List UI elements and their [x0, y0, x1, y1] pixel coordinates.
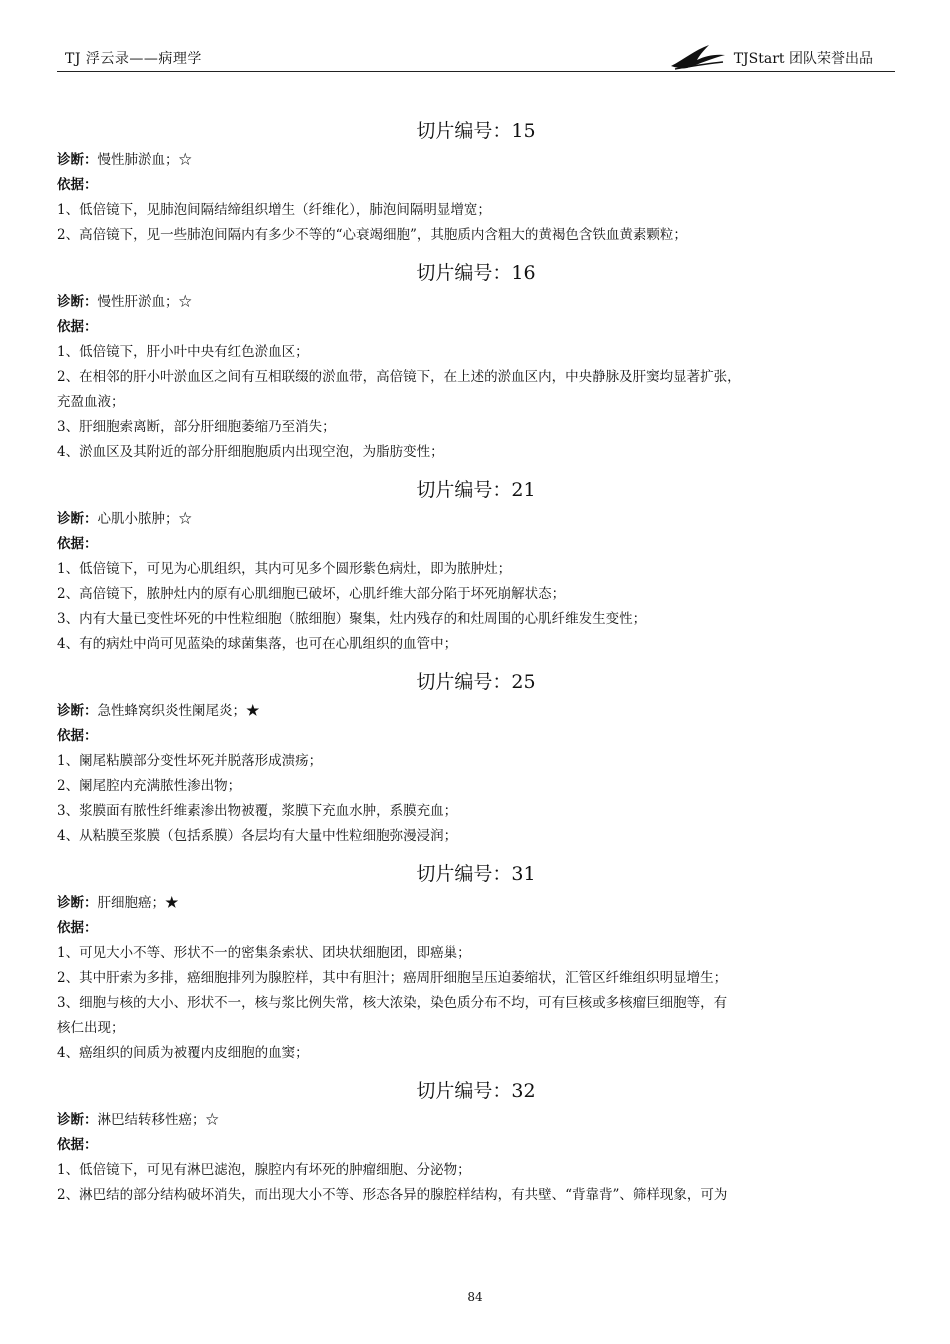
basis-item: 4、有的病灶中尚可见蓝染的球菌集落，也可在心肌组织的血管中； — [57, 636, 458, 652]
basis-item: 2、在相邻的肝小叶淤血区之间有互相联缀的淤血带，高倍镜下，在上述的淤血区内，中央静脉及肝窦均显著扩张， — [57, 369, 741, 385]
basis-item: 2、高倍镜下，见一些肺泡间隔内有多少不等的“心衰竭细胞”，其胞质内含粗大的黄褐色含铁血黄素颗粒； — [57, 227, 687, 243]
basis-item: 3、细胞与核的大小、形状不一，核与浆比例失常，核大浓染，染色质分布不均，可有巨核或多核瘤巨细胞等，有 — [57, 995, 728, 1011]
slide-section — [57, 260, 895, 465]
diagnosis-label: 诊断： — [57, 511, 98, 527]
basis-item: 2、淋巴结的部分结构破坏消失，而出现大小不等、形态各异的腺腔样结构，有共壁、“背靠背”、筛样现象，可为 — [57, 1187, 728, 1203]
basis-item: 2、其中肝索为多排，癌细胞排列为腺腔样，其中有胆汁；癌周肝细胞呈压迫萎缩状，汇管区纤维组织明显增生； — [57, 970, 728, 986]
section-title: 切片编号：15 — [416, 120, 536, 142]
basis-item: 1、低倍镜下，见肺泡间隔结缔组织增生（纤维化），肺泡间隔明显增宽； — [57, 202, 491, 218]
diagnosis-line — [57, 699, 895, 724]
basis-item: 1、可见大小不等、形状不一的密集条索状、团块状细胞团，即癌巢； — [57, 945, 471, 961]
basis-item: 4、癌组织的间质为被覆内皮细胞的血窦； — [57, 1045, 309, 1061]
diagnosis-label: 诊断： — [57, 895, 98, 911]
basis-item: 4、淤血区及其附近的部分肝细胞胞质内出现空泡，为脂肪变性； — [57, 444, 444, 460]
diagnosis-value: 心肌小脓肿；☆ — [97, 511, 192, 527]
basis-item: 2、高倍镜下，脓肿灶内的原有心肌细胞已破坏，心肌纤维大部分陷于坏死崩解状态； — [57, 586, 566, 602]
diagnosis-value: 急性蜂窝织炎性阑尾炎；★ — [97, 703, 260, 719]
basis-item: 3、内有大量已变性坏死的中性粒细胞（脓细胞）聚集，灶内残存的和灶周围的心肌纤维发生变性； — [57, 611, 647, 627]
diagnosis-label: 诊断： — [57, 703, 98, 719]
section-title: 切片编号：32 — [416, 1080, 536, 1102]
basis-item: 1、低倍镜下，可见为心肌组织，其内可见多个圆形紫色病灶，即为脓肿灶； — [57, 561, 512, 577]
header-team-credit: TJStart 团队荣誉出品 — [733, 51, 873, 67]
header-title: TJ 浮云录——病理学 — [65, 51, 202, 67]
section-title: 切片编号：21 — [416, 479, 536, 501]
section-title: 切片编号：25 — [416, 671, 536, 693]
diagnosis-line — [57, 507, 895, 532]
diagnosis-value: 慢性肺淤血；☆ — [97, 152, 192, 168]
diagnosis-line — [57, 891, 895, 916]
slide-section — [57, 861, 895, 1066]
section-title: 切片编号：16 — [416, 262, 536, 284]
basis-label: 依据： — [57, 536, 98, 552]
header-divider — [57, 71, 895, 72]
slide-section — [57, 669, 895, 849]
section-title: 切片编号：31 — [416, 863, 536, 885]
diagnosis-label: 诊断： — [57, 152, 98, 168]
diagnosis-value: 淋巴结转移性癌；☆ — [97, 1112, 219, 1128]
basis-label: 依据： — [57, 1137, 98, 1153]
basis-item: 4、从粘膜至浆膜（包括系膜）各层均有大量中性粒细胞弥漫浸润； — [57, 828, 458, 844]
basis-label: 依据： — [57, 319, 98, 335]
document-body — [57, 110, 895, 1208]
basis-item: 核仁出现； — [57, 1020, 125, 1036]
slide-section — [57, 477, 895, 657]
diagnosis-line — [57, 290, 895, 315]
basis-label: 依据： — [57, 177, 98, 193]
basis-item: 2、阑尾腔内充满脓性渗出物； — [57, 778, 242, 794]
diagnosis-line — [57, 1108, 895, 1133]
basis-item: 充盈血液； — [57, 394, 125, 410]
basis-label: 依据： — [57, 920, 98, 936]
diagnosis-label: 诊断： — [57, 1112, 98, 1128]
basis-item: 3、肝细胞索离断，部分肝细胞萎缩乃至消失； — [57, 419, 336, 435]
page-header — [57, 44, 895, 74]
diagnosis-value: 慢性肝淤血；☆ — [97, 294, 192, 310]
slide-section — [57, 1078, 895, 1208]
basis-item: 1、低倍镜下，肝小叶中央有红色淤血区； — [57, 344, 309, 360]
basis-item: 1、阑尾粘膜部分变性坏死并脱落形成溃疡； — [57, 753, 323, 769]
bird-wave-logo-icon — [669, 42, 727, 70]
slide-section — [57, 118, 895, 248]
diagnosis-label: 诊断： — [57, 294, 98, 310]
page-number: 84 — [467, 1290, 483, 1304]
basis-item: 1、低倍镜下，可见有淋巴滤泡，腺腔内有坏死的肿瘤细胞、分泌物； — [57, 1162, 471, 1178]
basis-item: 3、浆膜面有脓性纤维素渗出物被覆，浆膜下充血水肿，系膜充血； — [57, 803, 458, 819]
diagnosis-line — [57, 148, 895, 173]
diagnosis-value: 肝细胞癌；★ — [97, 895, 179, 911]
basis-label: 依据： — [57, 728, 98, 744]
